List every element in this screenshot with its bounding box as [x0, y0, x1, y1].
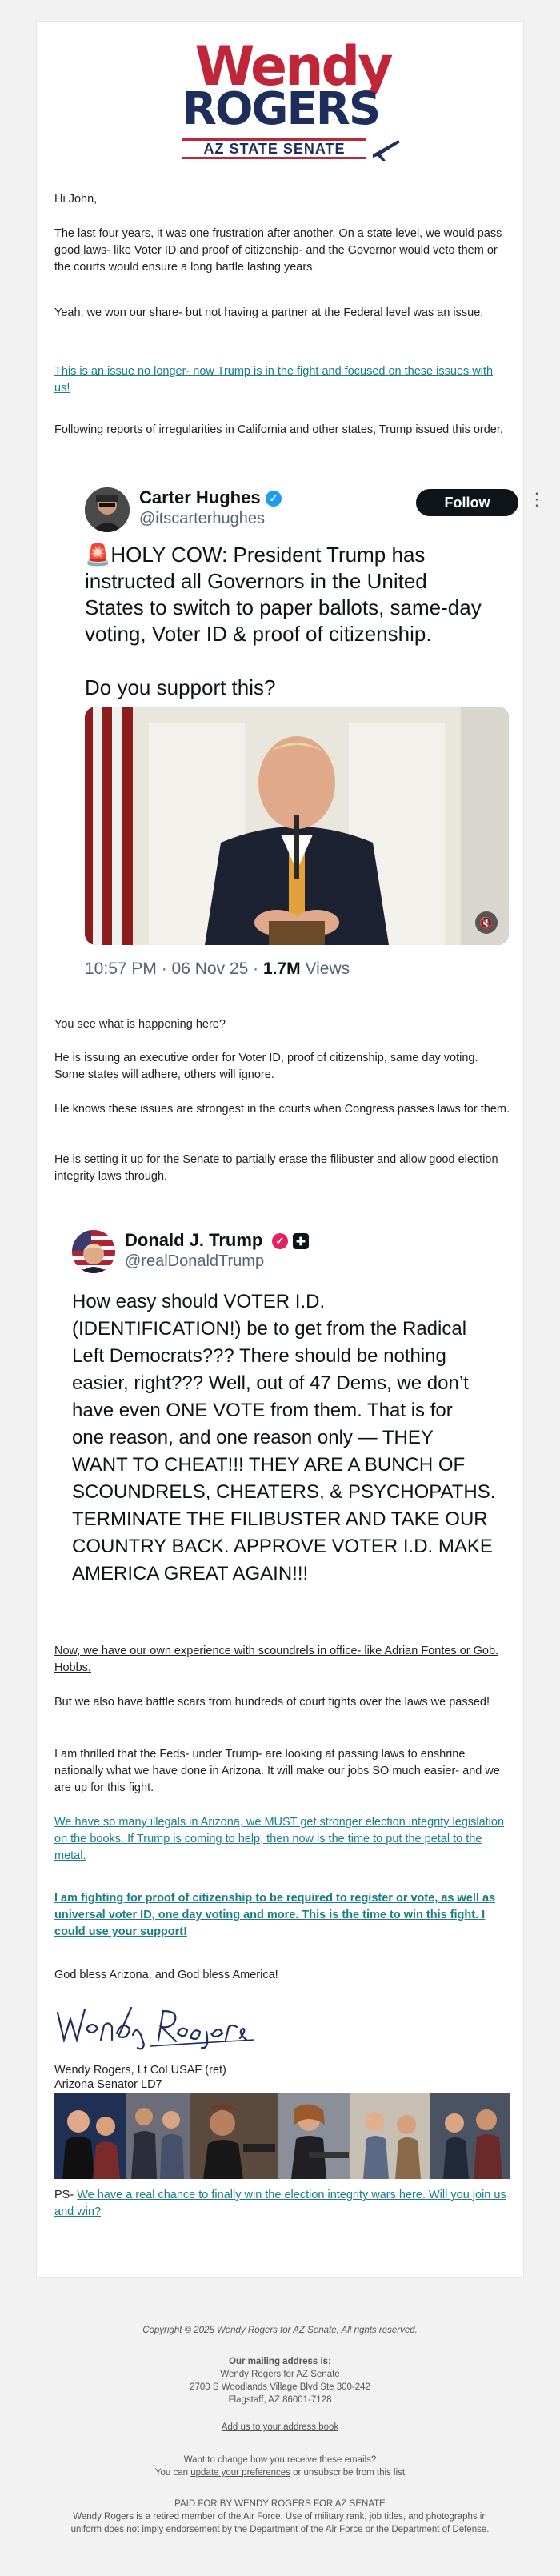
paragraph-scoundrels [54, 1643, 510, 1677]
tweet-line: States to switch to paper ballots, same-day [85, 595, 482, 619]
post-line: one reason, and one reason only — THEY [72, 1427, 434, 1448]
footer-mailing-label: Our mailing address is: [229, 2357, 331, 2366]
campaign-photo-strip [54, 2093, 510, 2179]
footer-address-book-wrap [36, 2421, 524, 2434]
footer-address-2: 2700 S Woodlands Village Blvd Ste 300-242 [190, 2382, 370, 2392]
signature-title: Arizona Senator LD7 [54, 2078, 162, 2091]
ps-paragraph [54, 2187, 510, 2221]
footer-disclaimer-1: Wendy Rogers is a retired member of the Air Force. Use of military rank, job titles, and photographs in [73, 2512, 487, 2522]
airplane-icon [370, 134, 402, 162]
footer-preferences [36, 2466, 524, 2479]
tweet-author-name: Carter Hughes [139, 487, 261, 507]
more-options-icon[interactable]: ⋮ [528, 489, 546, 509]
logo-first-name: Wendy [194, 35, 391, 98]
footer-change: Want to change how you receive these emails? [183, 2455, 377, 2465]
paragraph-filibuster: He is setting it up for the Senate to partially erase the filibuster and allow good election integrity laws through. [54, 1153, 498, 1183]
post-line: WANT TO CHEAT!!! THEY ARE A BUNCH OF [72, 1454, 466, 1476]
email-card [36, 21, 546, 2278]
tweet-video[interactable] [85, 707, 509, 945]
logo-last-name: ROGERS [182, 83, 380, 135]
post-author-name: Donald J. Trump [125, 1230, 263, 1250]
footer-disclaimer-2: uniform does not imply endorsement by the Department of the Air Force or the Department of Defense. [70, 2525, 490, 2534]
paragraph-question: You see what is happening here? [54, 1018, 226, 1031]
paragraph-courts: He knows these issues are strongest in the courts when Congress passes laws for them. [54, 1103, 510, 1116]
campaign-photo [54, 2093, 510, 2179]
tweet-line: voting, Voter ID & proof of citizenship. [85, 622, 432, 646]
avatar-flag-icon [72, 1230, 115, 1273]
post-line: COUNTRY BACK. APPROVE VOTER I.D. MAKE [72, 1536, 493, 1557]
paragraph-order: Following reports of irregularities in California and other states, Trump issued this order. [54, 423, 503, 436]
post-line: How easy should VOTER I.D. [72, 1291, 326, 1312]
post-line: Left Democrats??? There should be nothing [72, 1345, 446, 1367]
paragraph-executive-order: He is issuing an executive order for Voter ID, proof of citizenship, same day voting. Some states will adhere, others will ignore. [54, 1052, 478, 1081]
mute-icon[interactable]: 🔇 [475, 911, 498, 934]
embedded-tweet-carter[interactable] [54, 476, 546, 996]
link-paragraph-1 [54, 363, 510, 397]
footer-address-3: Flagstaff, AZ 86001-7128 [228, 2395, 332, 2405]
post-line: (IDENTIFICATION!) be to get from the Radical [72, 1318, 467, 1340]
update-preferences-link[interactable]: update your preferences [190, 2468, 290, 2478]
greeting: Hi John, [54, 193, 98, 206]
tweet-timestamp: 10:57 PM · 06 Nov 25 · [85, 959, 263, 978]
paragraph-battle-scars: But we also have battle scars from hundreds of court fights over the laws we passed! [54, 1696, 490, 1709]
link-paragraph-2 [54, 1814, 510, 1865]
tweet-line: instructed all Governors in the United [85, 569, 427, 593]
affiliate-badge-icon: ✚ [293, 1233, 309, 1249]
post-line: TERMINATE THE FILIBUSTER AND TAKE OUR [72, 1508, 488, 1530]
verified-badge-icon: ✓ [266, 491, 282, 507]
video-thumbnail [85, 707, 509, 945]
tweet-views-label: Views [300, 959, 350, 978]
post-line: easier, right??? Well, out of 47 Dems, we don’t [72, 1372, 469, 1394]
post-line: have even ONE VOTE from them. That is for [72, 1400, 453, 1421]
tweet-view-count: 1.7M [262, 959, 301, 978]
footer-address-1: Wendy Rogers for AZ Senate [220, 2370, 340, 2379]
signature-name: Wendy Rogers, Lt Col USAF (ret) [54, 2064, 226, 2077]
link-paragraph-3 [54, 1890, 510, 1941]
tweet-meta [85, 959, 350, 979]
post-author-handle: @realDonaldTrump [125, 1252, 265, 1270]
footer-update-pre: You can [154, 2468, 191, 2478]
link-support[interactable]: I am fighting for proof of citizenship to be required to register or vote, as well as universal voter ID, one day voting and more. This is the time to win this fight. I could use your support! [54, 1892, 496, 1938]
verified-badge-icon: ✓ [272, 1233, 288, 1249]
tweet-question: Do you support this? [85, 675, 276, 699]
paragraph-frustration: The last four years, it was one frustration after another. On a state level, we would pass good laws- like Voter ID and proof of citizenship- and the Governor would veto them or the courts would ensure a long battle lasting years. [54, 227, 502, 274]
tweet-author-handle: @itscarterhughes [139, 510, 266, 527]
ps-prefix: PS- [54, 2189, 78, 2201]
footer-paid-for: PAID FOR BY WENDY ROGERS FOR AZ SENATE [174, 2499, 386, 2509]
paragraph-federal: Yeah, we won our share- but not having a partner at the Federal level was an issue. [54, 306, 484, 319]
footer-copyright: Copyright © 2025 Wendy Rogers for AZ Senate, All rights reserved. [142, 2326, 418, 2335]
follow-button[interactable]: Follow [416, 489, 518, 516]
link-trump-in-fight[interactable]: This is an issue no longer- now Trump is in the fight and focused on these issues with us! [54, 365, 494, 395]
avatar [72, 1230, 115, 1273]
link-illegals[interactable]: We have so many illegals in Arizona, we MUST get stronger election integrity legislation on the books. If Trump is coming to help, then now is the time to put the petal to the metal. [54, 1816, 505, 1862]
tweet-line: 🚨HOLY COW: President Trump has [85, 543, 426, 567]
post-line: AMERICA GREAT AGAIN!!! [72, 1563, 309, 1584]
add-to-address-book-link[interactable]: Add us to your address book [221, 2422, 339, 2432]
embedded-post-trump[interactable] [54, 1217, 510, 1633]
avatar [85, 487, 130, 532]
signature [54, 1997, 262, 2054]
signature-drawing [54, 1997, 262, 2054]
link-ps[interactable]: We have a real chance to finally win the election integrity wars here. Will you join us and win? [54, 2189, 506, 2218]
logo-subtitle: AZ STATE SENATE [203, 141, 346, 157]
footer-update-post: or unsubscribe from this list [290, 2468, 406, 2478]
closing: God bless Arizona, and God bless America! [54, 1969, 278, 1981]
avatar-person-icon [85, 487, 130, 532]
scoundrels-text: Now, we have our own experience with scoundrels in office- like Adrian Fontes or Gob. Hobbs. [54, 1645, 499, 1674]
campaign-logo [173, 35, 413, 167]
post-line: SCOUNDRELS, CHEATERS, & PSYCHOPATHS. [72, 1481, 496, 1503]
paragraph-thrilled: I am thrilled that the Feds- under Trump- are looking at passing laws to enshrine nationally what we have done in Arizona. It will make our jobs SO much easier- and we are up for this fight. [54, 1748, 500, 1794]
